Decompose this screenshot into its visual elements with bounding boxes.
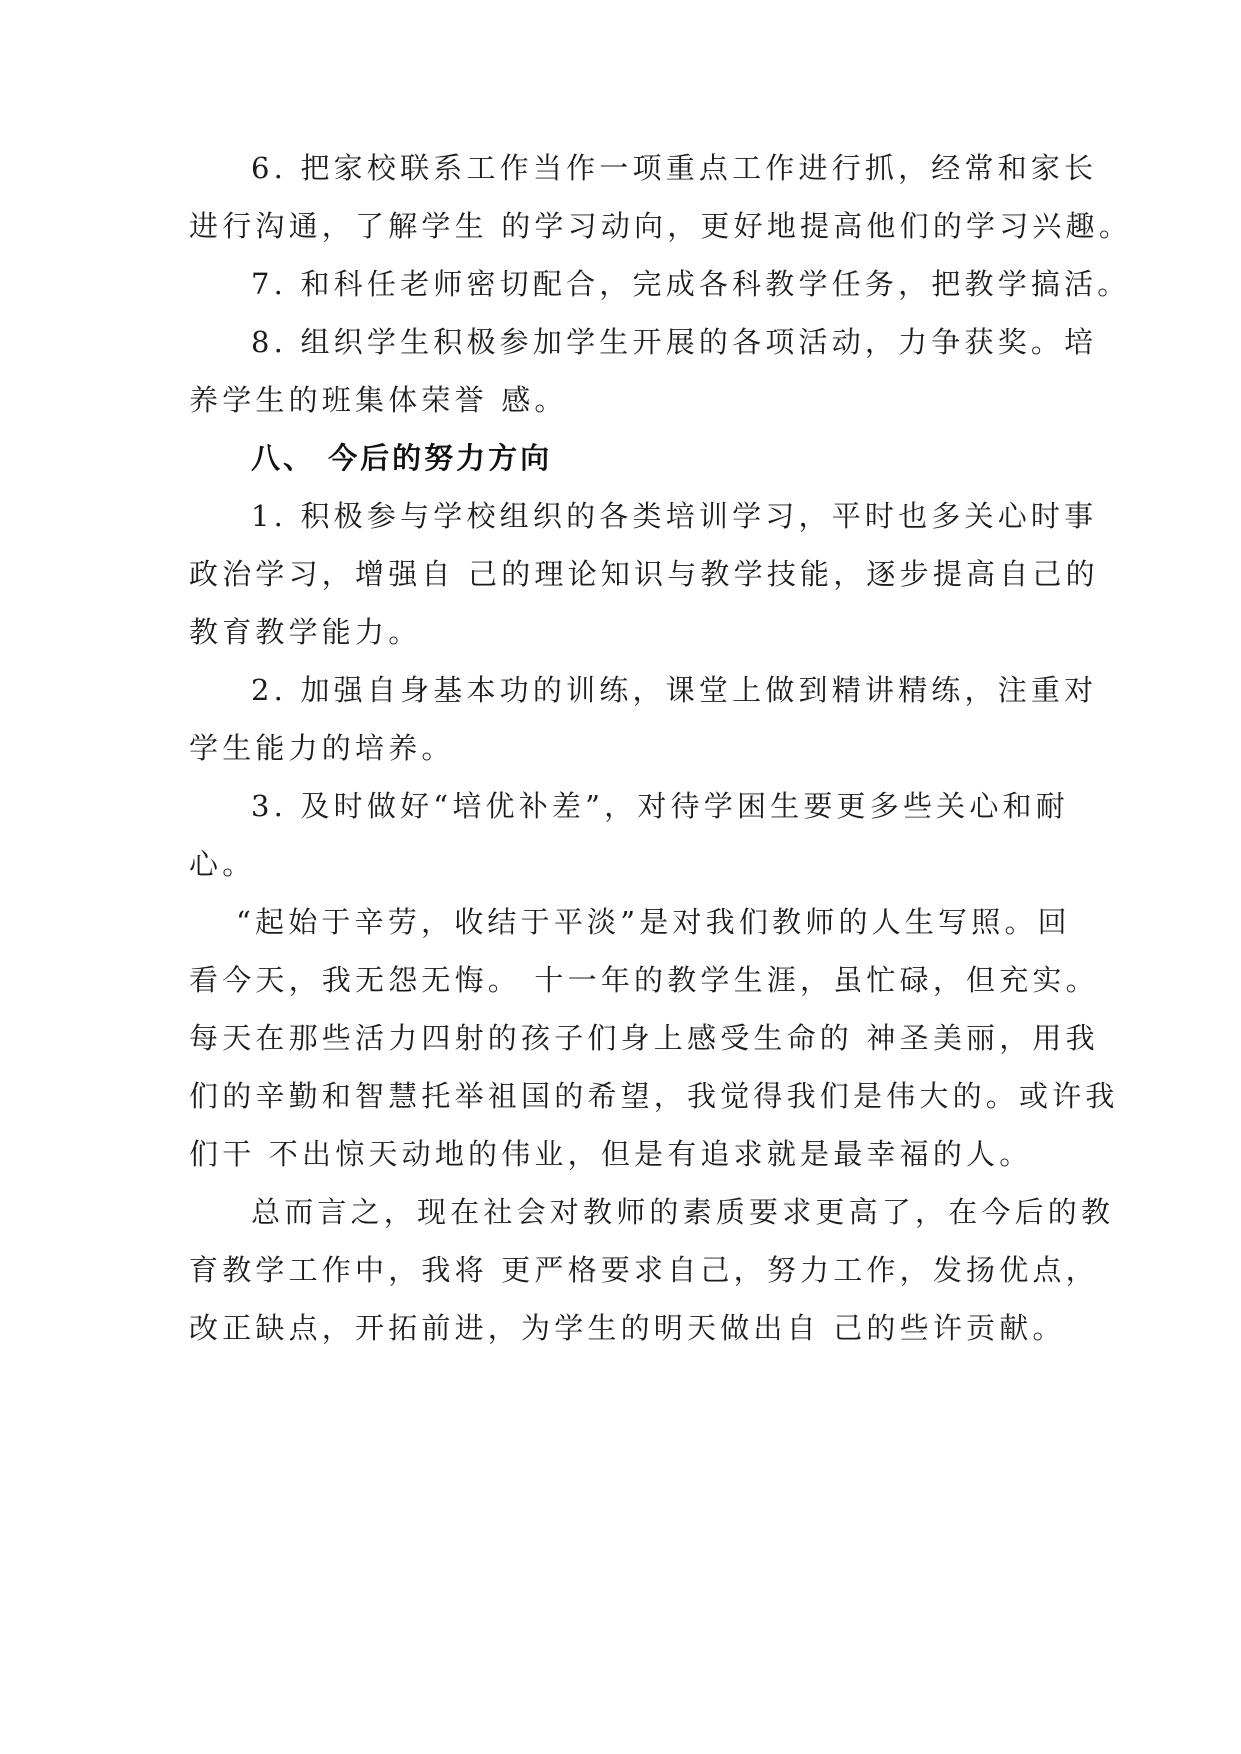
item-1-line-3: 教育教学能力。: [189, 615, 422, 649]
closing-paragraph-line-4: 们的辛勤和智慧托举祖国的希望，我觉得我们是伟大的。或许我: [189, 1079, 1119, 1113]
closing-paragraph-line-1: “起始于辛劳，收结于平淡”是对我们教师的人生写照。回: [236, 905, 1071, 939]
item-3-line-1: 3. 及时做好“培优补差”，对待学困生要更多些关心和耐: [251, 789, 1069, 823]
closing-paragraph-line-2: 看今天，我无怨无悔。 十一年的教学生涯，虽忙碌，但充实。: [189, 963, 1099, 997]
paragraph-8-line-1: 8. 组织学生积极参加学生开展的各项活动，力争获奖。培: [251, 325, 1098, 359]
summary-paragraph-line-3: 改正缺点，开拓前进，为学生的明天做出自 己的些许贡献。: [189, 1311, 1066, 1345]
paragraph-6-line-2: 进行沟通，了解学生 的学习动向，更好地提高他们的学习兴趣。: [189, 209, 1133, 243]
item-1-line-1: 1. 积极参与学校组织的各类培训学习，平时也多关心时事: [251, 499, 1098, 533]
paragraph-8-line-2: 养学生的班集体荣誉 感。: [189, 383, 568, 417]
item-2-line-2: 学生能力的培养。: [189, 731, 455, 765]
section-heading: 八、 今后的努力方向: [251, 441, 553, 475]
item-3-line-2: 心。: [189, 847, 256, 881]
closing-paragraph-line-5: 们干 不出惊天动地的伟业，但是有追求就是最幸福的人。: [189, 1137, 1033, 1171]
closing-paragraph-line-3: 每天在那些活力四射的孩子们身上感受生命的 神圣美丽，用我: [189, 1021, 1099, 1055]
summary-paragraph-line-2: 育教学工作中，我将 更严格要求自己，努力工作，发扬优点，: [189, 1253, 1099, 1287]
paragraph-7-line-1: 7. 和科任老师密切配合，完成各科教学任务，把教学搞活。: [251, 267, 1131, 301]
paragraph-6-line-1: 6. 把家校联系工作当作一项重点工作进行抓，经常和家长: [251, 151, 1098, 185]
item-1-line-2: 政治学习，增强自 己的理论知识与教学技能，逐步提高自己的: [189, 557, 1099, 591]
item-2-line-1: 2. 加强自身基本功的训练，课堂上做到精讲精练，注重对: [251, 673, 1098, 707]
summary-paragraph-line-1: 总而言之，现在社会对教师的素质要求更高了，在今后的教: [251, 1195, 1115, 1229]
